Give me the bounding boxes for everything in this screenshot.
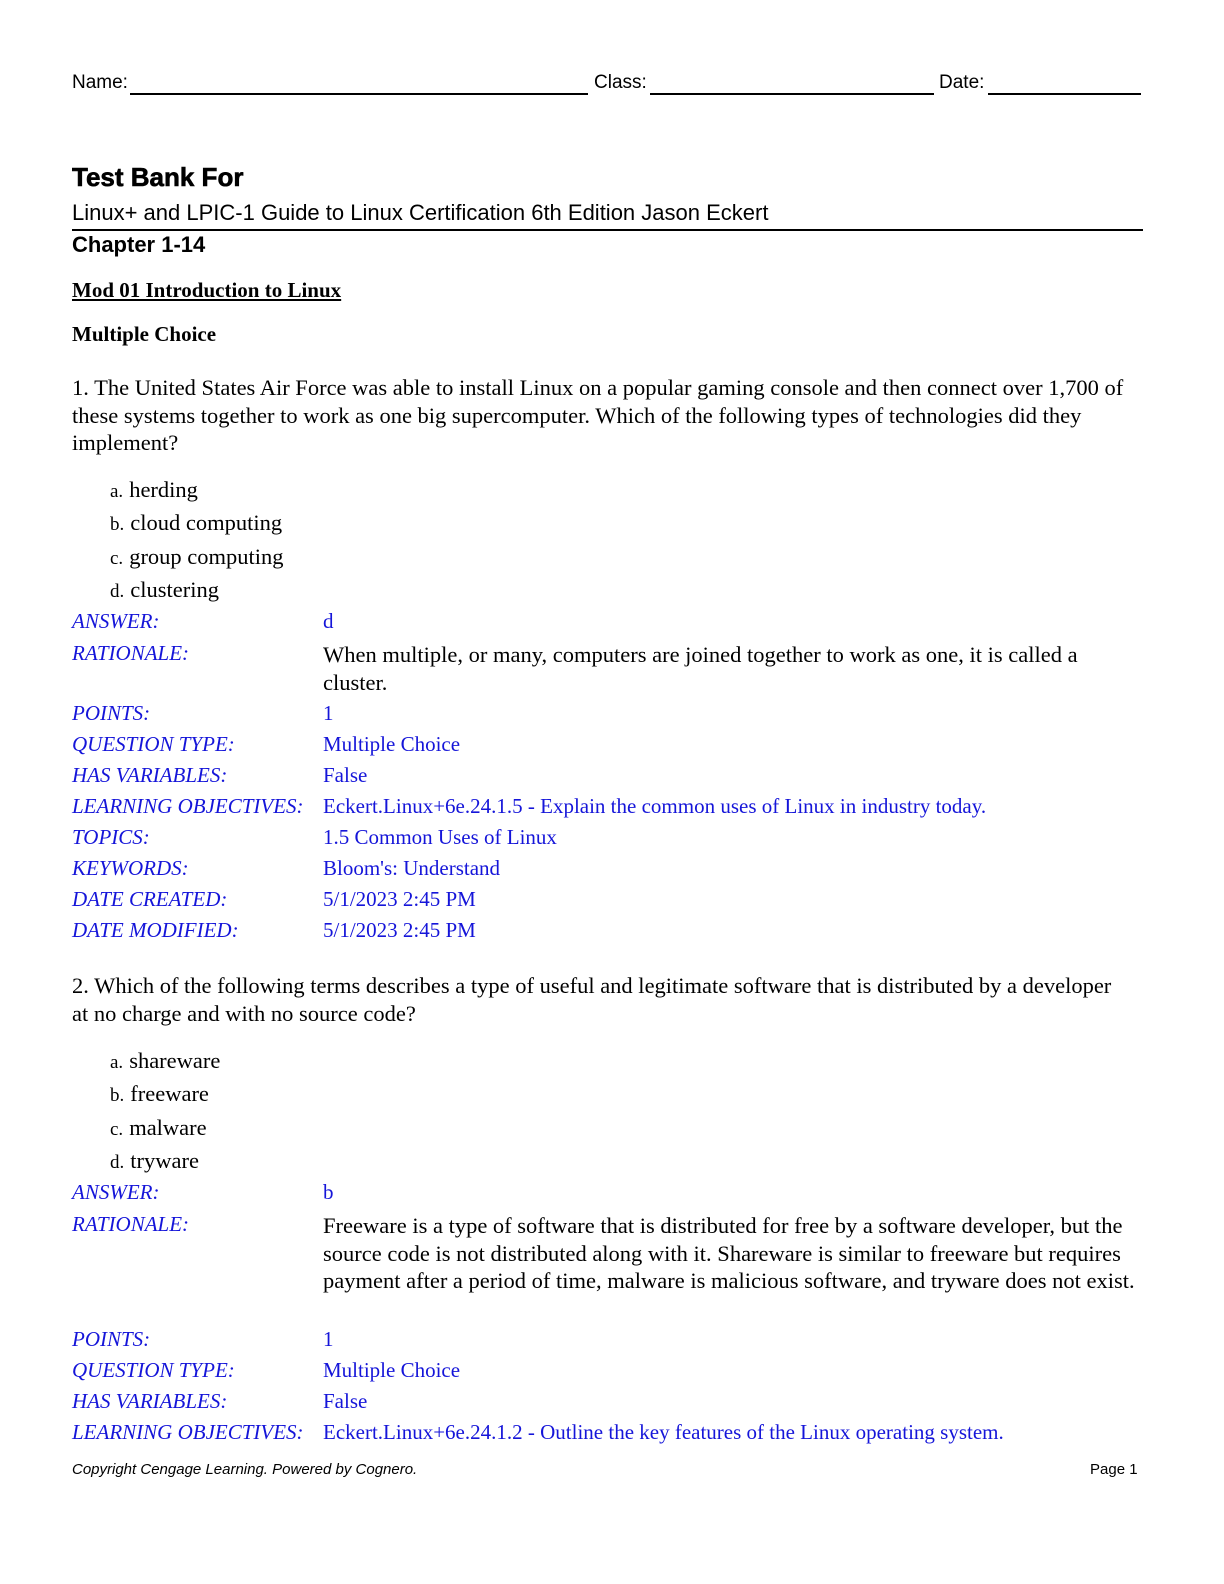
option-letter: d. — [110, 581, 125, 602]
question-2-option-c — [110, 1115, 207, 1141]
answer-label: ANSWER: — [72, 609, 160, 633]
learning-objectives-label: LEARNING OBJECTIVES: — [72, 794, 304, 818]
question-2-answer: b — [323, 1180, 334, 1204]
option-text: shareware — [129, 1048, 221, 1073]
document-title: Test Bank For — [72, 162, 244, 192]
option-letter: b. — [110, 514, 125, 535]
option-text: tryware — [130, 1148, 199, 1173]
question-1-option-a — [110, 477, 198, 503]
name-blank-line[interactable] — [130, 93, 588, 95]
rationale-label: RATIONALE: — [72, 641, 190, 665]
question-1-date-modified: 5/1/2023 2:45 PM — [323, 918, 476, 942]
date-created-label: DATE CREATED: — [72, 887, 228, 911]
question-1-points: 1 — [323, 701, 334, 725]
date-blank-line[interactable] — [988, 93, 1141, 95]
option-letter: a. — [110, 1052, 124, 1073]
name-label: Name: — [72, 72, 128, 93]
option-letter: a. — [110, 481, 124, 502]
date-modified-label: DATE MODIFIED: — [72, 918, 239, 942]
option-text: clustering — [130, 577, 219, 602]
question-2-points: 1 — [323, 1327, 334, 1351]
student-info-header — [72, 72, 1142, 98]
rationale-label: RATIONALE: — [72, 1212, 190, 1236]
topics-label: TOPICS: — [72, 825, 150, 849]
copyright-footer: Copyright Cengage Learning. Powered by Cognero. — [72, 1461, 418, 1478]
book-title: Linux+ and LPIC-1 Guide to Linux Certification 6th Edition Jason Eckert — [72, 200, 769, 225]
question-1-topics: 1.5 Common Uses of Linux — [323, 825, 557, 849]
question-type-label: QUESTION TYPE: — [72, 1358, 235, 1382]
option-letter: c. — [110, 1119, 124, 1140]
question-1-type: Multiple Choice — [323, 732, 461, 756]
option-text: freeware — [130, 1081, 209, 1106]
option-text: malware — [129, 1115, 207, 1140]
question-2-type: Multiple Choice — [323, 1358, 461, 1382]
option-text: group computing — [129, 544, 284, 569]
keywords-label: KEYWORDS: — [72, 856, 189, 880]
question-1-answer: d — [323, 609, 334, 633]
question-type-label: QUESTION TYPE: — [72, 732, 235, 756]
has-variables-label: HAS VARIABLES: — [72, 763, 228, 787]
question-2-rationale: Freeware is a type of software that is distributed for free by a software developer, but the source code is not distributed along with it. Shareware is similar to freeware but requires payment after a period of time, malware is malicious software, and tryware does not exist. — [323, 1213, 1135, 1293]
has-variables-label: HAS VARIABLES: — [72, 1389, 228, 1413]
option-text: cloud computing — [130, 510, 283, 535]
question-2-option-b — [110, 1081, 209, 1107]
class-label: Class: — [594, 72, 647, 93]
question-1-option-c — [110, 544, 284, 570]
question-2-has-variables: False — [323, 1389, 368, 1413]
page-number: Page 1 — [1090, 1461, 1138, 1478]
title-divider — [72, 229, 1143, 231]
points-label: POINTS: — [72, 1327, 151, 1351]
chapter-range: Chapter 1-14 — [72, 232, 206, 257]
question-2-learning-objectives: Eckert.Linux+6e.24.1.2 - Outline the key features of the Linux operating system. — [323, 1420, 1004, 1444]
question-1-option-d — [110, 577, 219, 603]
option-text: herding — [129, 477, 198, 502]
option-letter: c. — [110, 548, 124, 569]
option-letter: d. — [110, 1152, 125, 1173]
question-1-option-b — [110, 510, 282, 536]
section-heading: Multiple Choice — [72, 322, 217, 346]
question-1-rationale: When multiple, or many, computers are joined together to work as one, it is called a cluster. — [323, 642, 1078, 695]
answer-label: ANSWER: — [72, 1180, 160, 1204]
date-label: Date: — [939, 72, 985, 93]
option-letter: b. — [110, 1085, 125, 1106]
question-2-text: 2. Which of the following terms describes a type of useful and legitimate software that is distributed by a developer at no charge and with no source code? — [72, 973, 1112, 1026]
question-1-has-variables: False — [323, 763, 368, 787]
points-label: POINTS: — [72, 701, 151, 725]
question-1-keywords: Bloom's: Understand — [323, 856, 501, 880]
question-1-text: 1. The United States Air Force was able to install Linux on a popular gaming console and then connect over 1,700 of these systems together to work as one big supercomputer. Which of the following types of technologies did they implement? — [72, 375, 1124, 455]
learning-objectives-label: LEARNING OBJECTIVES: — [72, 1420, 304, 1444]
question-2-option-d — [110, 1148, 199, 1174]
question-2-option-a — [110, 1048, 220, 1074]
question-1-date-created: 5/1/2023 2:45 PM — [323, 887, 476, 911]
class-blank-line[interactable] — [650, 93, 934, 95]
module-heading: Mod 01 Introduction to Linux — [72, 278, 342, 302]
question-1-learning-objectives: Eckert.Linux+6e.24.1.5 - Explain the common uses of Linux in industry today. — [323, 794, 987, 818]
